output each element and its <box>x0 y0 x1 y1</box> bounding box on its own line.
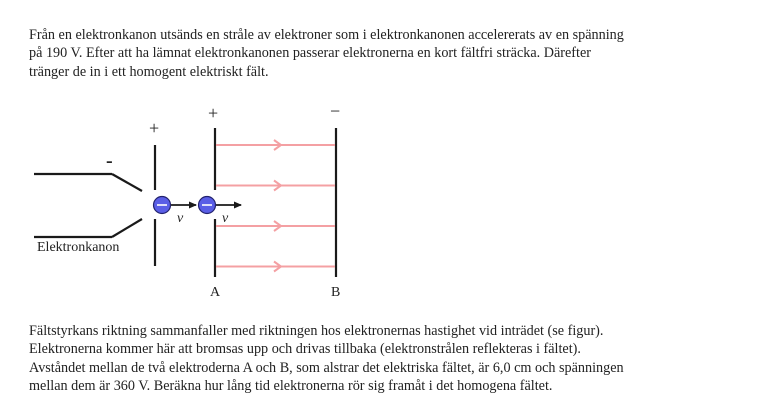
gun-plus-sign: + <box>149 118 160 138</box>
intro-line: på 190 V. Efter att ha lämnat elektronkanonen passerar elektronerna en kort fältfri sträcka. Därefter <box>29 45 591 62</box>
question-line: mellan dem är 360 V. Beräkna hur lång tid elektronerna rör sig framåt i det homogena fältet. <box>29 377 553 394</box>
question-line: Elektronerna kommer här att bromsas upp och drivas tillbaka (elektronstrålen reflekteras i fältet). <box>29 341 581 358</box>
plate-b-label: B <box>331 285 341 300</box>
velocity-label-2: v <box>222 211 229 226</box>
gun-lower-electrode <box>112 219 142 237</box>
velocity-label-1: v <box>177 211 184 226</box>
intro-line: Från en elektronkanon utsänds en stråle av elektroner som i elektronkanonen accelererats av en spänning <box>29 27 624 43</box>
gun-minus-sign: - <box>106 150 113 172</box>
question-line: Fältstyrkans riktning sammanfaller med riktningen hos elektronernas hastighet vid inträdet (se figur). <box>29 323 604 339</box>
electron-1 <box>154 197 171 214</box>
gun-label: Elektronkanon <box>37 240 120 255</box>
electron-2 <box>199 197 216 214</box>
gun-upper-electrode <box>112 174 142 191</box>
plate-b-sign: − <box>330 101 341 121</box>
plate-a-sign: + <box>208 103 219 123</box>
question-line: Avståndet mellan de två elektroderna A och B, som alstrar det elektriska fältet, är 6,0 cm och spänningen <box>29 359 624 376</box>
question-paragraph <box>29 322 624 395</box>
plate-a-label: A <box>210 285 221 300</box>
intro-line: tränger de in i ett homogent elektriskt fält. <box>29 63 269 80</box>
